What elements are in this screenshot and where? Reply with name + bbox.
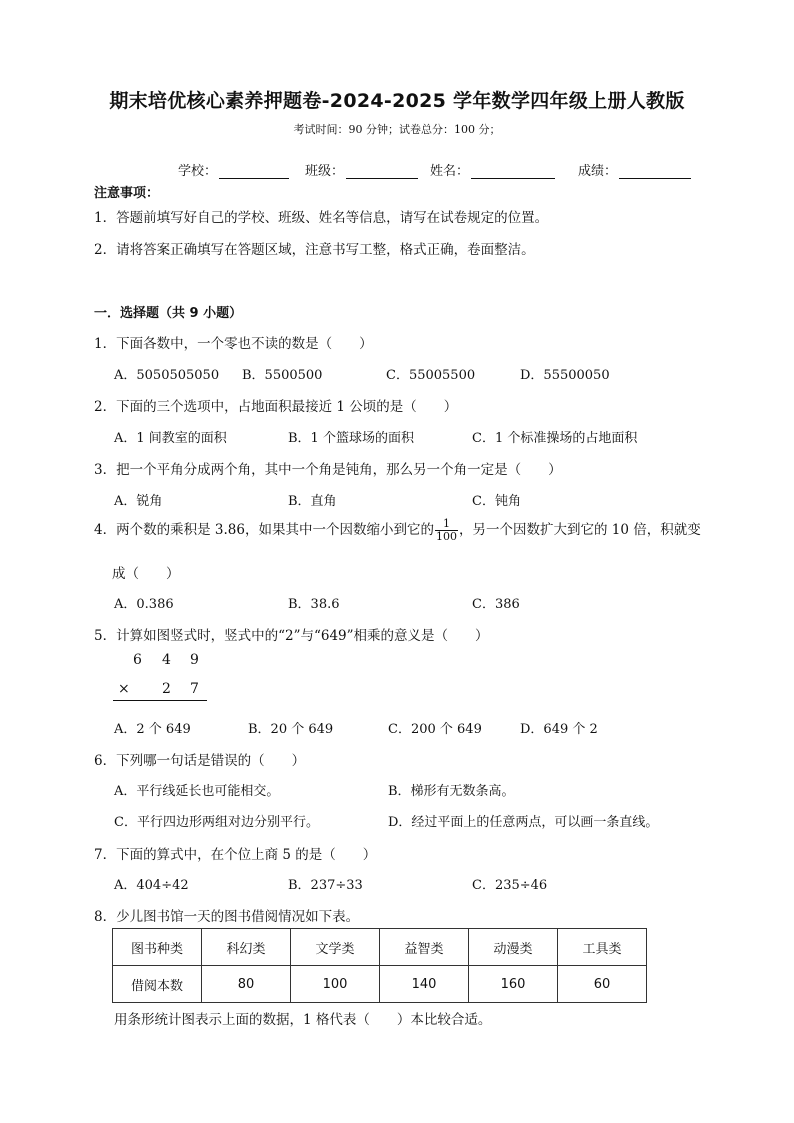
q4-stem-before: 4．两个数的乘积是 3.86，如果其中一个因数缩小到它的 xyxy=(94,522,434,538)
name-label: 姓名： xyxy=(430,164,470,179)
q2-option-c: C．1 个标准操场的占地面积 xyxy=(472,431,638,446)
table-cell: 60 xyxy=(558,966,647,1003)
vertical-calc-line xyxy=(113,700,207,701)
question-6-stem: 6．下列哪一句话是错误的（ ） xyxy=(94,753,306,769)
section-heading: 一．选择题（共 9 小题） xyxy=(94,306,243,321)
q3-option-b: B．直角 xyxy=(288,494,337,509)
name-blank xyxy=(471,165,555,179)
q4-option-a: A．0.386 xyxy=(114,597,174,612)
q1-option-b: B．5500500 xyxy=(242,368,323,383)
class-blank xyxy=(346,165,418,179)
page-title: 期末培优核心素养押题卷-2024-2025 学年数学四年级上册人教版 xyxy=(109,90,685,112)
school-field xyxy=(178,160,289,179)
q4-stem-after: ，另一个因数扩大到它的 10 倍，积就变 xyxy=(458,522,701,538)
school-blank xyxy=(219,165,289,179)
notice-item: 2．请将答案正确填写在答题区域，注意书写工整，格式正确，卷面整洁。 xyxy=(94,242,535,258)
table-header-cell: 益智类 xyxy=(380,929,469,966)
vertical-digit: 4 xyxy=(162,652,171,668)
library-borrowing-table xyxy=(112,928,647,1003)
table-cell: 借阅本数 xyxy=(113,966,202,1003)
notice-heading: 注意事项： xyxy=(94,186,160,201)
table-header-row xyxy=(113,929,647,966)
table-row xyxy=(113,966,647,1003)
vertical-digit: 7 xyxy=(190,681,199,697)
score-field xyxy=(578,160,691,179)
q4-option-c: C．386 xyxy=(472,597,520,612)
q7-option-b: B．237÷33 xyxy=(288,878,363,893)
q4-stem-line2: 成（ ） xyxy=(112,566,180,582)
fraction-denominator: 100 xyxy=(435,530,457,543)
table-header-cell: 科幻类 xyxy=(202,929,291,966)
class-label: 班级： xyxy=(305,164,345,179)
question-5-stem: 5．计算如图竖式时，竖式中的“2”与“649”相乘的意义是（ ） xyxy=(94,628,489,644)
name-field xyxy=(430,160,555,179)
exam-subtitle: 考试时间：90 分钟；试卷总分：100 分； xyxy=(293,123,501,136)
q5-option-a: A．2 个 649 xyxy=(114,722,191,737)
question-1-stem: 1．下面各数中，一个零也不读的数是（ ） xyxy=(94,336,373,352)
question-4-stem xyxy=(94,518,701,543)
q5-option-c: C．200 个 649 xyxy=(388,722,482,737)
q6-option-a: A．平行线延长也可能相交。 xyxy=(114,784,280,799)
fraction xyxy=(435,518,458,543)
table-cell: 100 xyxy=(291,966,380,1003)
q8-stem-after: 用条形统计图表示上面的数据，1 格代表（ ）本比较合适。 xyxy=(114,1012,492,1028)
notice-item: 1．答题前填写好自己的学校、班级、姓名等信息，请写在试卷规定的位置。 xyxy=(94,210,549,226)
q6-option-b: B．梯形有无数条高。 xyxy=(388,784,515,799)
multiply-sign: × xyxy=(118,681,130,697)
question-7-stem: 7．下面的算式中，在个位上商 5 的是（ ） xyxy=(94,847,377,863)
q6-option-d: D．经过平面上的任意两点，可以画一条直线。 xyxy=(388,815,659,830)
class-field xyxy=(305,160,418,179)
fraction-numerator: 1 xyxy=(435,518,458,531)
score-blank xyxy=(619,165,691,179)
q7-option-a: A．404÷42 xyxy=(114,878,189,893)
table-header-cell: 工具类 xyxy=(558,929,647,966)
table-cell: 80 xyxy=(202,966,291,1003)
question-2-stem: 2．下面的三个选项中，占地面积最接近 1 公顷的是（ ） xyxy=(94,399,458,415)
q5-option-b: B．20 个 649 xyxy=(248,722,334,737)
q4-option-b: B．38.6 xyxy=(288,597,340,612)
q1-option-d: D．55500050 xyxy=(520,368,610,383)
q3-option-a: A．锐角 xyxy=(114,494,163,509)
school-label: 学校： xyxy=(178,164,218,179)
q6-option-c: C．平行四边形两组对边分别平行。 xyxy=(114,815,319,830)
table-cell: 160 xyxy=(469,966,558,1003)
q1-option-a: A．5050505050 xyxy=(114,368,220,383)
score-label: 成绩： xyxy=(578,164,618,179)
q2-option-a: A．1 间教室的面积 xyxy=(114,431,227,446)
q2-option-b: B．1 个篮球场的面积 xyxy=(288,431,414,446)
q5-option-d: D．649 个 2 xyxy=(520,722,598,737)
table-cell: 140 xyxy=(380,966,469,1003)
vertical-digit: 6 xyxy=(133,652,142,668)
q3-option-c: C．钝角 xyxy=(472,494,521,509)
question-3-stem: 3．把一个平角分成两个角，其中一个角是钝角，那么另一个角一定是（ ） xyxy=(94,462,562,478)
vertical-digit: 2 xyxy=(162,681,171,697)
table-header-cell: 文学类 xyxy=(291,929,380,966)
table-header-cell: 动漫类 xyxy=(469,929,558,966)
q1-option-c: C．55005500 xyxy=(386,368,476,383)
vertical-digit: 9 xyxy=(190,652,199,668)
q7-option-c: C．235÷46 xyxy=(472,878,548,893)
question-8-stem: 8．少儿图书馆一天的图书借阅情况如下表。 xyxy=(94,909,360,925)
table-header-cell: 图书种类 xyxy=(113,929,202,966)
